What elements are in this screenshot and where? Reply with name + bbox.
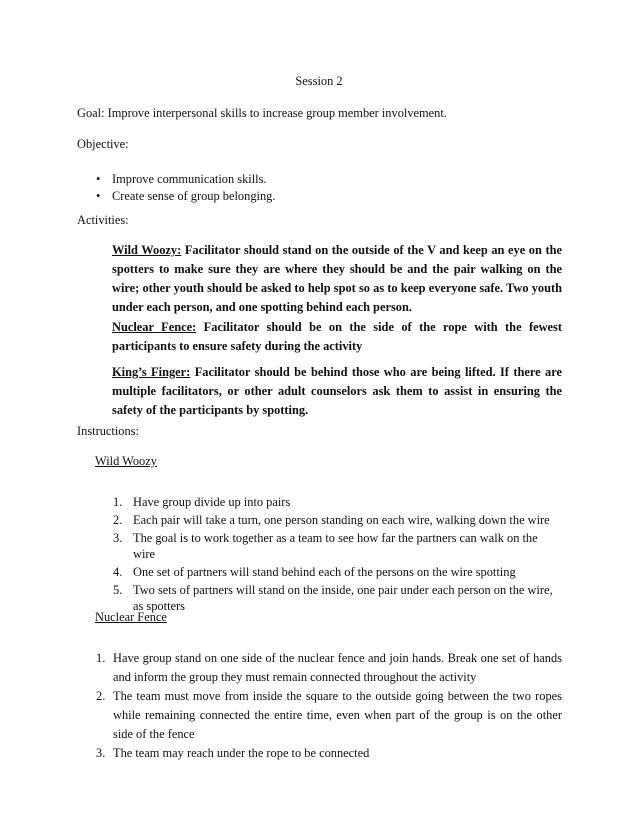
step-number: 2. — [96, 689, 106, 703]
step-text: Have group divide up into pairs — [133, 495, 291, 509]
objective-item: • Improve communication skills. — [96, 172, 275, 189]
objective-heading: Objective: — [77, 137, 129, 151]
instructions-heading: Instructions: — [77, 424, 139, 438]
step-item — [113, 494, 553, 510]
step-item — [96, 744, 562, 763]
step-text: The team must move from inside the square to the outside going between the two ropes while remaining connected the entire time, even when part of the group is on the other side of the fence — [113, 689, 562, 741]
session-title: Session 2 — [295, 74, 343, 88]
activity-name: Wild Woozy: — [112, 243, 182, 257]
step-item — [113, 512, 553, 528]
step-text: Two sets of partners will stand on the inside, one pair under each person on the wire, as spotters — [133, 583, 553, 613]
activity-text: Facilitator should stand on the outside of the V and keep an eye on the spotters to make sure they are where they should be and the pair walking on the wire; other youth should be asked to help spot so as to keep everyone safe. Two youth under each person, and one spotting behind each person. — [112, 243, 562, 314]
step-item — [113, 564, 553, 580]
activity-nuclear-fence — [112, 318, 562, 356]
step-number: 3. — [96, 746, 106, 760]
activity-wild-woozy — [112, 241, 562, 317]
step-text: One set of partners will stand behind each of the persons on the wire spotting — [133, 565, 516, 579]
step-text: The team may reach under the rope to be connected — [113, 746, 370, 760]
nuclear-fence-steps — [96, 649, 562, 763]
activity-text: Facilitator should be on the side of the rope with the fewest participants to ensure safety during the activity — [112, 320, 562, 353]
activity-text: Facilitator should be behind those who are being lifted. If there are multiple facilitators, or other adult counselors ask them to assist in ensuring the safety of the participants by spotting. — [112, 365, 562, 417]
goal-text: Goal: Improve interpersonal skills to increase group member involvement. — [77, 106, 447, 120]
wild-woozy-heading: Wild Woozy — [95, 454, 157, 468]
step-text: Each pair will take a turn, one person standing on each wire, walking down the wire — [133, 513, 550, 527]
step-number: 3. — [113, 531, 123, 545]
step-number: 2. — [113, 513, 123, 527]
step-item — [96, 687, 562, 744]
step-number: 1. — [113, 495, 123, 509]
step-item — [113, 530, 553, 562]
objective-item: • Create sense of group belonging. — [96, 189, 275, 206]
step-item — [113, 582, 553, 614]
step-text: The goal is to work together as a team to see how far the partners can walk on the wire — [133, 531, 538, 561]
activity-name: Nuclear Fence: — [112, 320, 197, 334]
activity-name: King’s Finger: — [112, 365, 191, 379]
step-text: Have group stand on one side of the nuclear fence and join hands. Break one set of hands and inform the group they must remain connected throughout the activity — [113, 651, 562, 684]
activities-heading: Activities: — [77, 213, 129, 227]
activity-kings-finger — [112, 363, 562, 420]
step-number: 5. — [113, 583, 123, 597]
wild-woozy-steps — [113, 494, 553, 616]
step-item — [96, 649, 562, 687]
step-number: 4. — [113, 565, 123, 579]
step-number: 1. — [96, 651, 106, 665]
nuclear-fence-heading: Nuclear Fence — [95, 610, 167, 624]
objectives-list — [96, 172, 275, 206]
